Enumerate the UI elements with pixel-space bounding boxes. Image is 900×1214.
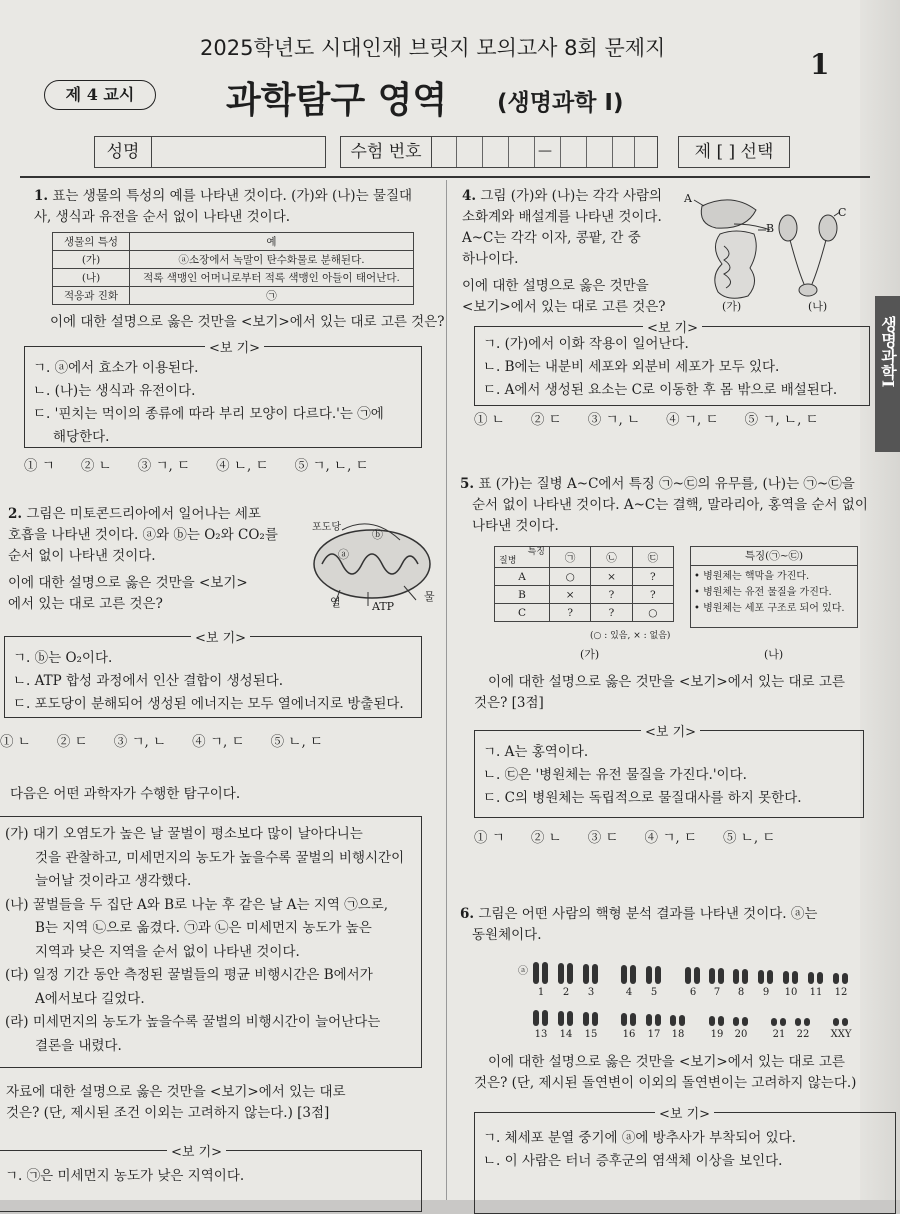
chromosome-pair-9 bbox=[755, 970, 777, 998]
chromosome-label: 21 bbox=[772, 1029, 786, 1040]
q4-caption-ga: (가) bbox=[722, 300, 742, 313]
chromosome-pair-22 bbox=[792, 1018, 814, 1040]
choice-field[interactable]: 제 [ ] 선택 bbox=[678, 136, 790, 168]
q3-steps-box: (가) 대기 오염도가 높은 날 꿀벌이 평소보다 많이 날아다니는 것을 관찰하고, 미세먼지의 농도가 높을수록 꿀벌의 비행시간이 늘어날 것이라고 생각했다. (나) 꿀벌들을 두 집단 A와 B로 나눈 후 같은 날 A는 지역 ㉠으로, B는 지역 ㉡으로 옮겼다. ㉠과 ㉡은 미세먼지 농도가 높은 지역과 낮은 지역을 순서 없이 나타낸 것이다. (다) 일정 기간 동안 측정된 꿀벌들의 평균 비행시간은 B에서가 A에서보다 길었다. (라) 미세먼지의 농도가 높을수록 꿀벌의 비행시간이 늘어난다는 결론을 내렸다. bbox=[0, 816, 422, 1068]
atp-label: ATP bbox=[372, 600, 395, 613]
period-badge: 제 4 교시 bbox=[44, 80, 156, 110]
q3-prompt: 자료에 대한 설명으로 옳은 것만을 <보기>에서 있는 대로 것은? (단, 제시된 조건 이외는 고려하지 않는다.) [3점] bbox=[6, 1084, 346, 1121]
chromosome-pair-2 bbox=[555, 963, 577, 998]
chromosome-pair-20 bbox=[730, 1017, 752, 1040]
chromosome-label: 3 bbox=[587, 987, 595, 998]
chromosome-pair-5 bbox=[643, 966, 665, 998]
water-label: 물 bbox=[424, 590, 435, 603]
chromosome-label: 18 bbox=[671, 1029, 685, 1040]
chromosome-pair-16 bbox=[618, 1013, 640, 1040]
q6-bogi: <보 기> ㄱ. 체세포 분열 중기에 ⓐ에 방추사가 부착되어 있다. ㄴ. 이 사람은 터너 증후군의 염색체 이상을 보인다. bbox=[474, 1112, 896, 1214]
chromosome-label: 5 bbox=[650, 987, 658, 998]
karyotype-figure bbox=[530, 966, 860, 1046]
chromosome-label: 20 bbox=[734, 1029, 748, 1040]
subject-title: 과학탐구 영역 bbox=[226, 80, 448, 121]
chromosome-label: 13 bbox=[534, 1029, 548, 1040]
chromosome-pair-4 bbox=[618, 965, 640, 998]
q4-bogi: <보 기> ㄱ. (가)에서 이화 작용이 일어난다. ㄴ. B에는 내분비 세포와 외분비 세포가 모두 있다. ㄷ. A에서 생성된 요소는 C로 이동한 후 몸 밖으로 배설된다. bbox=[474, 326, 870, 406]
exam-number-dash: — bbox=[538, 143, 552, 159]
chromosome-pair-7 bbox=[706, 968, 728, 998]
chromosome-label: 12 bbox=[834, 987, 848, 998]
page-number: 1 bbox=[810, 48, 830, 81]
chromosome-pair-10 bbox=[780, 971, 802, 998]
chromosome-pair-21 bbox=[768, 1018, 790, 1040]
q4-fig-c: C bbox=[838, 206, 847, 219]
chromosome-label: 7 bbox=[713, 987, 721, 998]
chromosome-label: 6 bbox=[689, 987, 697, 998]
q5-bogi: <보 기> ㄱ. A는 홍역이다. ㄴ. ㉢은 '병원체는 유전 물질을 가진다.'이다. ㄷ. C의 병원체는 독립적으로 물질대사를 하지 못한다. bbox=[474, 730, 864, 818]
q2-choices[interactable]: ① ㄴ ② ㄷ ③ ㄱ, ㄴ ④ ㄱ, ㄷ ⑤ ㄴ, ㄷ bbox=[0, 734, 324, 750]
chromosome-label: 4 bbox=[625, 987, 633, 998]
q1-bogi: <보 기> ㄱ. ⓐ에서 효소가 이용된다. ㄴ. (나)는 생식과 유전이다. ㄷ. '핀치는 먹이의 종류에 따라 부리 모양이 다르다.'는 ㉠에 해당한다. bbox=[24, 346, 422, 448]
exam-title: 2025학년도 시대인재 브릿지 모의고사 8회 문제지 bbox=[200, 36, 666, 60]
q4-stem: 4. 그림 (가)와 (나)는 각각 사람의 소화계와 배설계를 나타낸 것이다. A~C는 각각 이자, 콩팥, 간 중 하나이다. 이에 대한 설명으로 옳은 것만을 <보기>에서 있는 대로 고른 것은? bbox=[462, 188, 666, 315]
chromosome-label: 14 bbox=[559, 1029, 573, 1040]
q1-stem: 1. 표는 생물의 특성의 예를 나타낸 것이다. (가)와 (나)는 물질대사, 생식과 유전을 순서 없이 나타낸 것이다. bbox=[34, 188, 413, 225]
chromosome-label: 16 bbox=[622, 1029, 636, 1040]
q2-bogi: <보 기> ㄱ. ⓑ는 O₂이다. ㄴ. ATP 합성 과정에서 인산 결합이 생성된다. ㄷ. 포도당이 분해되어 생성된 에너지는 모두 열에너지로 방출된다. bbox=[4, 636, 422, 718]
q6-stem: 6. 그림은 어떤 사람의 핵형 분석 결과를 나타낸 것이다. ⓐ는 동원체이다. bbox=[460, 906, 818, 943]
subject-side-tab: 생명과학I bbox=[875, 296, 900, 452]
chromosome-label: XXY bbox=[830, 1029, 852, 1040]
q5-choices[interactable]: ① ㄱ ② ㄴ ③ ㄷ ④ ㄱ, ㄷ ⑤ ㄴ, ㄷ bbox=[474, 830, 776, 846]
q5-caption-a: (가) bbox=[580, 648, 600, 661]
chromosome-pair-19 bbox=[706, 1016, 728, 1040]
centromere-mark: ⓐ bbox=[518, 966, 528, 977]
q1-prompt: 이에 대한 설명으로 옳은 것만을 <보기>에서 있는 대로 고른 것은? bbox=[50, 314, 445, 330]
chromosome-pair-6 bbox=[682, 967, 704, 998]
page-shadow bbox=[860, 0, 900, 1200]
chromosome-pair-13 bbox=[530, 1010, 552, 1040]
q4-fig-a: A bbox=[684, 192, 692, 205]
q4-caption-na: (나) bbox=[808, 300, 828, 313]
subject-subtitle: (생명과학 I) bbox=[497, 90, 624, 116]
q5-prompt: 이에 대한 설명으로 옳은 것만을 <보기>에서 있는 대로 고른 것은? [3점] bbox=[474, 674, 845, 711]
exam-number-label: 수험 번호 bbox=[340, 136, 432, 168]
q1-table: 생물의 특성 예 (가) ⓐ소장에서 녹말이 탄수화물로 분해된다. (나) 적록 색맹인 어머니로부터 적록 색맹인 아들이 태어난다. 적응과 진화 ㉠ bbox=[52, 232, 414, 305]
glucose-label: 포도당 bbox=[312, 522, 341, 533]
chromosome-pair-18 bbox=[667, 1015, 689, 1040]
chromosome-label: 19 bbox=[710, 1029, 724, 1040]
heat-label: 열 bbox=[330, 596, 341, 609]
q6-prompt: 이에 대한 설명으로 옳은 것만을 <보기>에서 있는 대로 고른 것은? (단, 제시된 돌연변이 이외의 돌연변이는 고려하지 않는다.) bbox=[474, 1054, 857, 1091]
q5-table-a: 특징 질병 ㉠ ㉡ ㉢ A ○ × ? B × ? ? C ? ? ○ bbox=[494, 546, 674, 622]
name-label: 성명 bbox=[94, 136, 152, 168]
chromosome-pair-12 bbox=[830, 973, 852, 998]
digestive-excretory-figure bbox=[690, 186, 860, 306]
chromosome-label: 11 bbox=[809, 987, 823, 998]
q5-caption-b: (나) bbox=[764, 648, 784, 661]
chromosome-label: 10 bbox=[784, 987, 798, 998]
column-divider bbox=[446, 180, 447, 1200]
q2-stem: 2. 그림은 미토콘드리아에서 일어나는 세포 호흡을 나타낸 것이다. ⓐ와 ⓑ는 O₂와 CO₂를 순서 없이 나타낸 것이다. 이에 대한 설명으로 옳은 것만을 <보기> 에서 있는 대로 고른 것은? bbox=[8, 506, 278, 612]
q5-features-box: 특징(㉠~㉢) • 병원체는 핵막을 가진다. • 병원체는 유전 물질을 가진다. • 병원체는 세포 구조로 되어 있다. bbox=[690, 546, 858, 628]
chromosome-label: 17 bbox=[647, 1029, 661, 1040]
chromosome-label: 8 bbox=[737, 987, 745, 998]
q4-choices[interactable]: ① ㄴ ② ㄷ ③ ㄱ, ㄴ ④ ㄱ, ㄷ ⑤ ㄱ, ㄴ, ㄷ bbox=[474, 412, 819, 428]
chromosome-label: 2 bbox=[562, 987, 570, 998]
q1-choices[interactable]: ① ㄱ ② ㄴ ③ ㄱ, ㄷ ④ ㄴ, ㄷ ⑤ ㄱ, ㄴ, ㄷ bbox=[24, 458, 369, 474]
chromosome-pair-14 bbox=[555, 1011, 577, 1040]
chromosome-pair-11 bbox=[805, 972, 827, 998]
q2-fig-b: ⓑ bbox=[372, 528, 383, 541]
q5-table-note: (○ : 있음, × : 없음) bbox=[590, 631, 671, 641]
q5-stem: 5. 표 (가)는 질병 A~C에서 특징 ㉠~㉢의 유무를, (나)는 ㉠~㉢을 순서 없이 나타낸 것이다. A~C는 결핵, 말라리아, 홍역을 순서 없이 나타낸 것이다. bbox=[460, 476, 868, 534]
chromosome-label: 9 bbox=[762, 987, 770, 998]
chromosome-label: 22 bbox=[796, 1029, 810, 1040]
q3-bogi: <보 기> ㄱ. ㉠은 미세먼지 농도가 낮은 지역이다. bbox=[0, 1150, 422, 1212]
chromosome-pair-XXY bbox=[830, 1018, 852, 1040]
q4-fig-b: B bbox=[766, 222, 775, 235]
chromosome-label: 15 bbox=[584, 1029, 598, 1040]
q3-intro: 다음은 어떤 과학자가 수행한 탐구이다. bbox=[10, 786, 241, 802]
chromosome-label: 1 bbox=[537, 987, 545, 998]
chromosome-pair-1 bbox=[530, 962, 552, 998]
chromosome-pair-8 bbox=[730, 969, 752, 998]
q2-fig-a: ⓐ bbox=[338, 548, 349, 561]
chromosome-pair-3 bbox=[580, 964, 602, 998]
chromosome-pair-15 bbox=[580, 1012, 602, 1040]
chromosome-pair-17 bbox=[643, 1014, 665, 1040]
